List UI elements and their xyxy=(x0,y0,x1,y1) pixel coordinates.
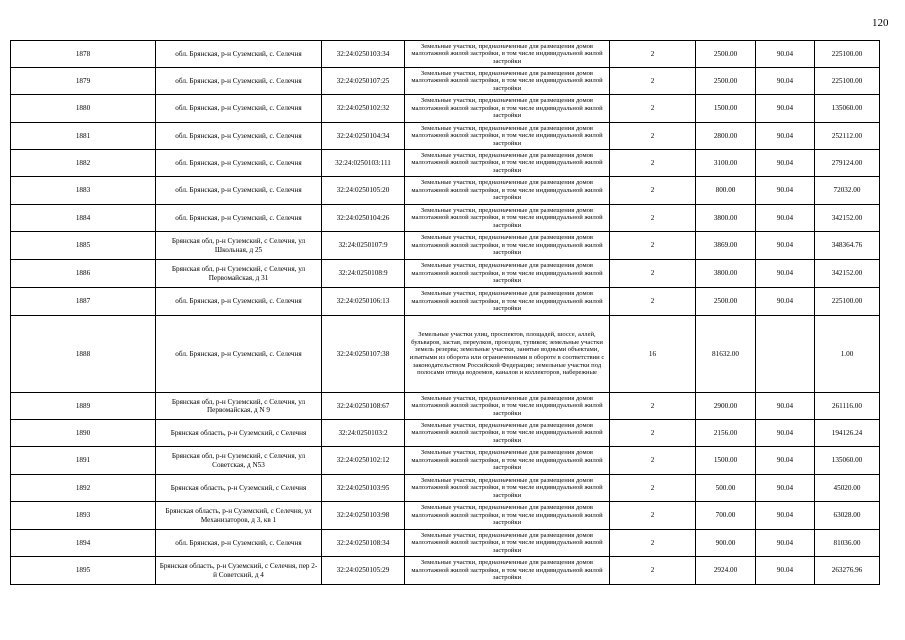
address-cell: Брянская область, р-н Суземский, с Селечня xyxy=(156,475,322,502)
address-cell: обл. Брянская, р-н Суземский, с. Селечня xyxy=(156,530,322,557)
address-cell: Брянская область, р-н Суземский, с Селечня, пер 2-й Советский, д 4 xyxy=(156,557,322,585)
row-number-cell: 1894 xyxy=(11,530,156,557)
area-cell: 81632.00 xyxy=(696,316,756,393)
table-row xyxy=(11,68,880,95)
cadastral-number-cell: 32:24:0250107:38 xyxy=(322,316,405,393)
area-cell: 2800.00 xyxy=(696,123,756,150)
category-code-cell: 2 xyxy=(610,557,696,585)
cadastral-value-cell: 72032.00 xyxy=(815,177,880,205)
specific-value-cell xyxy=(756,316,815,393)
land-use-description-cell: Земельные участки, предназначенные для размещения домов малоэтажной жилой застройки, в том числе индивидуальной жилой застройки xyxy=(405,557,610,585)
cadastral-value-cell: 348364.76 xyxy=(815,232,880,260)
table-row xyxy=(11,557,880,585)
cadastral-number-cell: 32:24:0250102:12 xyxy=(322,447,405,475)
area-cell: 1500.00 xyxy=(696,95,756,123)
cadastral-value-cell: 342152.00 xyxy=(815,205,880,232)
category-code-cell: 2 xyxy=(610,177,696,205)
category-code-cell: 2 xyxy=(610,150,696,177)
category-code-cell: 2 xyxy=(610,260,696,288)
category-code-cell: 2 xyxy=(610,232,696,260)
table-row xyxy=(11,447,880,475)
cadastral-value-cell: 45020.00 xyxy=(815,475,880,502)
land-use-description-cell: Земельные участки, предназначенные для размещения домов малоэтажной жилой застройки, в том числе индивидуальной жилой застройки xyxy=(405,420,610,447)
cadastral-number-cell: 32:24:0250102:32 xyxy=(322,95,405,123)
row-number-cell: 1880 xyxy=(11,95,156,123)
specific-value-cell: 90.04 xyxy=(756,557,815,585)
area-cell: 2500.00 xyxy=(696,41,756,68)
specific-value-cell: 90.04 xyxy=(756,530,815,557)
cadastral-number-cell: 32:24:0250108:9 xyxy=(322,260,405,288)
specific-value-cell: 90.04 xyxy=(756,447,815,475)
cadastral-number-cell: 32:24:0250103:2 xyxy=(322,420,405,447)
cadastral-value-cell: 225100.00 xyxy=(815,68,880,95)
address-cell: обл. Брянская, р-н Суземский, с. Селечня xyxy=(156,123,322,150)
land-use-description-cell: Земельные участки, предназначенные для размещения домов малоэтажной жилой застройки, в том числе индивидуальной жилой застройки xyxy=(405,41,610,68)
land-use-description-cell: Земельные участки, предназначенные для размещения домов малоэтажной жилой застройки, в том числе индивидуальной жилой застройки xyxy=(405,123,610,150)
cadastral-value-cell: 261116.00 xyxy=(815,393,880,420)
land-use-description-cell: Земельные участки, предназначенные для размещения домов малоэтажной жилой застройки, в том числе индивидуальной жилой застройки xyxy=(405,475,610,502)
address-cell: Брянская обл, р-н Суземский, с Селечня, ул Первомайская, д N 9 xyxy=(156,393,322,420)
land-use-description-cell: Земельные участки, предназначенные для размещения домов малоэтажной жилой застройки, в том числе индивидуальной жилой застройки xyxy=(405,447,610,475)
specific-value-cell: 90.04 xyxy=(756,41,815,68)
table-row xyxy=(11,316,880,393)
land-use-description-cell: Земельные участки, предназначенные для размещения домов малоэтажной жилой застройки, в том числе индивидуальной жилой застройки xyxy=(405,260,610,288)
table-row xyxy=(11,41,880,68)
specific-value-cell: 90.04 xyxy=(756,232,815,260)
address-cell: Брянская обл, р-н Суземский, с Селечня, ул Советская, д N53 xyxy=(156,447,322,475)
address-cell: обл. Брянская, р-н Суземский, с. Селечня xyxy=(156,150,322,177)
cadastral-value-cell: 263276.96 xyxy=(815,557,880,585)
specific-value-cell: 90.04 xyxy=(756,393,815,420)
row-number-cell: 1886 xyxy=(11,260,156,288)
row-number-cell: 1893 xyxy=(11,502,156,530)
land-use-description-cell: Земельные участки, предназначенные для размещения домов малоэтажной жилой застройки, в том числе индивидуальной жилой застройки xyxy=(405,502,610,530)
cadastral-value-cell: 342152.00 xyxy=(815,260,880,288)
table-row xyxy=(11,150,880,177)
land-use-description-cell: Земельные участки, предназначенные для размещения домов малоэтажной жилой застройки, в том числе индивидуальной жилой застройки xyxy=(405,95,610,123)
table-row xyxy=(11,530,880,557)
table-row xyxy=(11,205,880,232)
address-cell: Брянская обл, р-н Суземский, с Селечня, ул Первомайская, д 31 xyxy=(156,260,322,288)
table-row xyxy=(11,393,880,420)
cadastral-number-cell: 32:24:0250108:67 xyxy=(322,393,405,420)
row-number-cell: 1885 xyxy=(11,232,156,260)
cadastral-number-cell: 32:24:0250107:9 xyxy=(322,232,405,260)
area-cell: 900.00 xyxy=(696,530,756,557)
cadastral-value-cell: 63028.00 xyxy=(815,502,880,530)
table-row xyxy=(11,123,880,150)
row-number-cell: 1895 xyxy=(11,557,156,585)
cadastral-number-cell: 32:24:0250103:34 xyxy=(322,41,405,68)
specific-value-cell: 90.04 xyxy=(756,177,815,205)
row-number-cell: 1883 xyxy=(11,177,156,205)
row-number-cell: 1891 xyxy=(11,447,156,475)
row-number-cell: 1887 xyxy=(11,288,156,316)
cadastral-number-cell: 32:24:0250104:26 xyxy=(322,205,405,232)
table-body xyxy=(11,41,880,585)
row-number-cell: 1884 xyxy=(11,205,156,232)
table-row xyxy=(11,288,880,316)
category-code-cell: 2 xyxy=(610,205,696,232)
cadastral-number-cell: 32:24:0250105:20 xyxy=(322,177,405,205)
cadastral-value-cell: 1.00 xyxy=(815,316,880,393)
land-use-description-cell: Земельные участки, предназначенные для размещения домов малоэтажной жилой застройки, в том числе индивидуальной жилой застройки xyxy=(405,205,610,232)
specific-value-cell: 90.04 xyxy=(756,260,815,288)
category-code-cell: 2 xyxy=(610,420,696,447)
address-cell: обл. Брянская, р-н Суземский, с. Селечня xyxy=(156,316,322,393)
specific-value-cell: 90.04 xyxy=(756,502,815,530)
cadastral-number-cell: 32:24:0250103:95 xyxy=(322,475,405,502)
category-code-cell: 2 xyxy=(610,123,696,150)
category-code-cell: 2 xyxy=(610,475,696,502)
area-cell: 2500.00 xyxy=(696,68,756,95)
cadastral-number-cell: 32:24:0250107:25 xyxy=(322,68,405,95)
land-use-description-cell: Земельные участки, предназначенные для размещения домов малоэтажной жилой застройки, в том числе индивидуальной жилой застройки xyxy=(405,68,610,95)
category-code-cell: 2 xyxy=(610,68,696,95)
page-number: 120 xyxy=(872,17,889,29)
area-cell: 500.00 xyxy=(696,475,756,502)
cadastral-value-cell: 81036.00 xyxy=(815,530,880,557)
cadastral-value-cell: 225100.00 xyxy=(815,288,880,316)
land-use-description-cell: Земельные участки, предназначенные для размещения домов малоэтажной жилой застройки, в том числе индивидуальной жилой застройки xyxy=(405,150,610,177)
category-code-cell: 2 xyxy=(610,447,696,475)
specific-value-cell: 90.04 xyxy=(756,123,815,150)
cadastral-value-cell: 194126.24 xyxy=(815,420,880,447)
specific-value-cell: 90.04 xyxy=(756,475,815,502)
table-row xyxy=(11,502,880,530)
category-code-cell: 2 xyxy=(610,393,696,420)
specific-value-cell: 90.04 xyxy=(756,150,815,177)
area-cell: 2156.00 xyxy=(696,420,756,447)
category-code-cell: 2 xyxy=(610,288,696,316)
category-code-cell: 2 xyxy=(610,530,696,557)
address-cell: обл. Брянская, р-н Суземский, с. Селечня xyxy=(156,177,322,205)
land-use-description-cell: Земельные участки улиц, проспектов, площадей, шоссе, аллей, бульваров, застав, переулков, проездов, тупиков; земельные участки земель резерва; земельные участки, занятые водными объектами, изъятыми из оборота или ограниченными в обороте в соответствии с законодательством Российской Федерации; земельные участки под полосами отвода водоемов, каналов и коллекторов, набережные xyxy=(405,316,610,393)
cadastral-number-cell: 32:24:0250104:34 xyxy=(322,123,405,150)
table-row xyxy=(11,420,880,447)
category-code-cell: 2 xyxy=(610,95,696,123)
table-row xyxy=(11,177,880,205)
area-cell: 800.00 xyxy=(696,177,756,205)
area-cell: 2900.00 xyxy=(696,393,756,420)
row-number-cell: 1881 xyxy=(11,123,156,150)
row-number-cell: 1892 xyxy=(11,475,156,502)
land-use-description-cell: Земельные участки, предназначенные для размещения домов малоэтажной жилой застройки, в том числе индивидуальной жилой застройки xyxy=(405,232,610,260)
category-code-cell: 2 xyxy=(610,41,696,68)
land-use-description-cell: Земельные участки, предназначенные для размещения домов малоэтажной жилой застройки, в том числе индивидуальной жилой застройки xyxy=(405,288,610,316)
area-cell: 2924.00 xyxy=(696,557,756,585)
cadastral-value-cell: 135060.00 xyxy=(815,447,880,475)
specific-value-cell: 90.04 xyxy=(756,95,815,123)
specific-value-cell: 90.04 xyxy=(756,205,815,232)
cadastral-value-table xyxy=(10,40,880,585)
cadastral-number-cell: 32:24:0250103:98 xyxy=(322,502,405,530)
table-row xyxy=(11,95,880,123)
specific-value-cell: 90.04 xyxy=(756,288,815,316)
land-use-description-cell: Земельные участки, предназначенные для размещения домов малоэтажной жилой застройки, в том числе индивидуальной жилой застройки xyxy=(405,177,610,205)
cadastral-value-cell: 252112.00 xyxy=(815,123,880,150)
table-row xyxy=(11,475,880,502)
land-use-description-cell: Земельные участки, предназначенные для размещения домов малоэтажной жилой застройки, в том числе индивидуальной жилой застройки xyxy=(405,530,610,557)
area-cell: 1500.00 xyxy=(696,447,756,475)
row-number-cell: 1882 xyxy=(11,150,156,177)
land-use-description-cell: Земельные участки, предназначенные для размещения домов малоэтажной жилой застройки, в том числе индивидуальной жилой застройки xyxy=(405,393,610,420)
specific-value-cell: 90.04 xyxy=(756,68,815,95)
cadastral-number-cell: 32:24:0250103:111 xyxy=(322,150,405,177)
address-cell: Брянская область, р-н Суземский, с Селечня xyxy=(156,420,322,447)
cadastral-value-cell: 225100.00 xyxy=(815,41,880,68)
cadastral-number-cell: 32:24:0250105:29 xyxy=(322,557,405,585)
area-cell: 3869.00 xyxy=(696,232,756,260)
address-cell: обл. Брянская, р-н Суземский, с. Селечня xyxy=(156,95,322,123)
row-number-cell: 1878 xyxy=(11,41,156,68)
area-cell: 3800.00 xyxy=(696,205,756,232)
specific-value-cell: 90.04 xyxy=(756,420,815,447)
address-cell: Брянская обл, р-н Суземский, с Селечня, ул Школьная, д 25 xyxy=(156,232,322,260)
area-cell: 3800.00 xyxy=(696,260,756,288)
row-number-cell: 1888 xyxy=(11,316,156,393)
area-cell: 2500.00 xyxy=(696,288,756,316)
row-number-cell: 1889 xyxy=(11,393,156,420)
row-number-cell: 1890 xyxy=(11,420,156,447)
address-cell: Брянская область, р-н Суземский, с Селечня, ул Механизаторов, д 3, кв 1 xyxy=(156,502,322,530)
cadastral-value-cell: 135060.00 xyxy=(815,95,880,123)
cadastral-number-cell: 32:24:0250106:13 xyxy=(322,288,405,316)
area-cell: 3100.00 xyxy=(696,150,756,177)
category-code-cell: 2 xyxy=(610,502,696,530)
table-row xyxy=(11,232,880,260)
address-cell: обл. Брянская, р-н Суземский, с. Селечня xyxy=(156,288,322,316)
address-cell: обл. Брянская, р-н Суземский, с. Селечня xyxy=(156,41,322,68)
table-row xyxy=(11,260,880,288)
row-number-cell: 1879 xyxy=(11,68,156,95)
cadastral-value-cell: 279124.00 xyxy=(815,150,880,177)
address-cell: обл. Брянская, р-н Суземский, с. Селечня xyxy=(156,205,322,232)
category-code-cell: 16 xyxy=(610,316,696,393)
area-cell: 700.00 xyxy=(696,502,756,530)
address-cell: обл. Брянская, р-н Суземский, с. Селечня xyxy=(156,68,322,95)
cadastral-number-cell: 32:24:0250108:34 xyxy=(322,530,405,557)
